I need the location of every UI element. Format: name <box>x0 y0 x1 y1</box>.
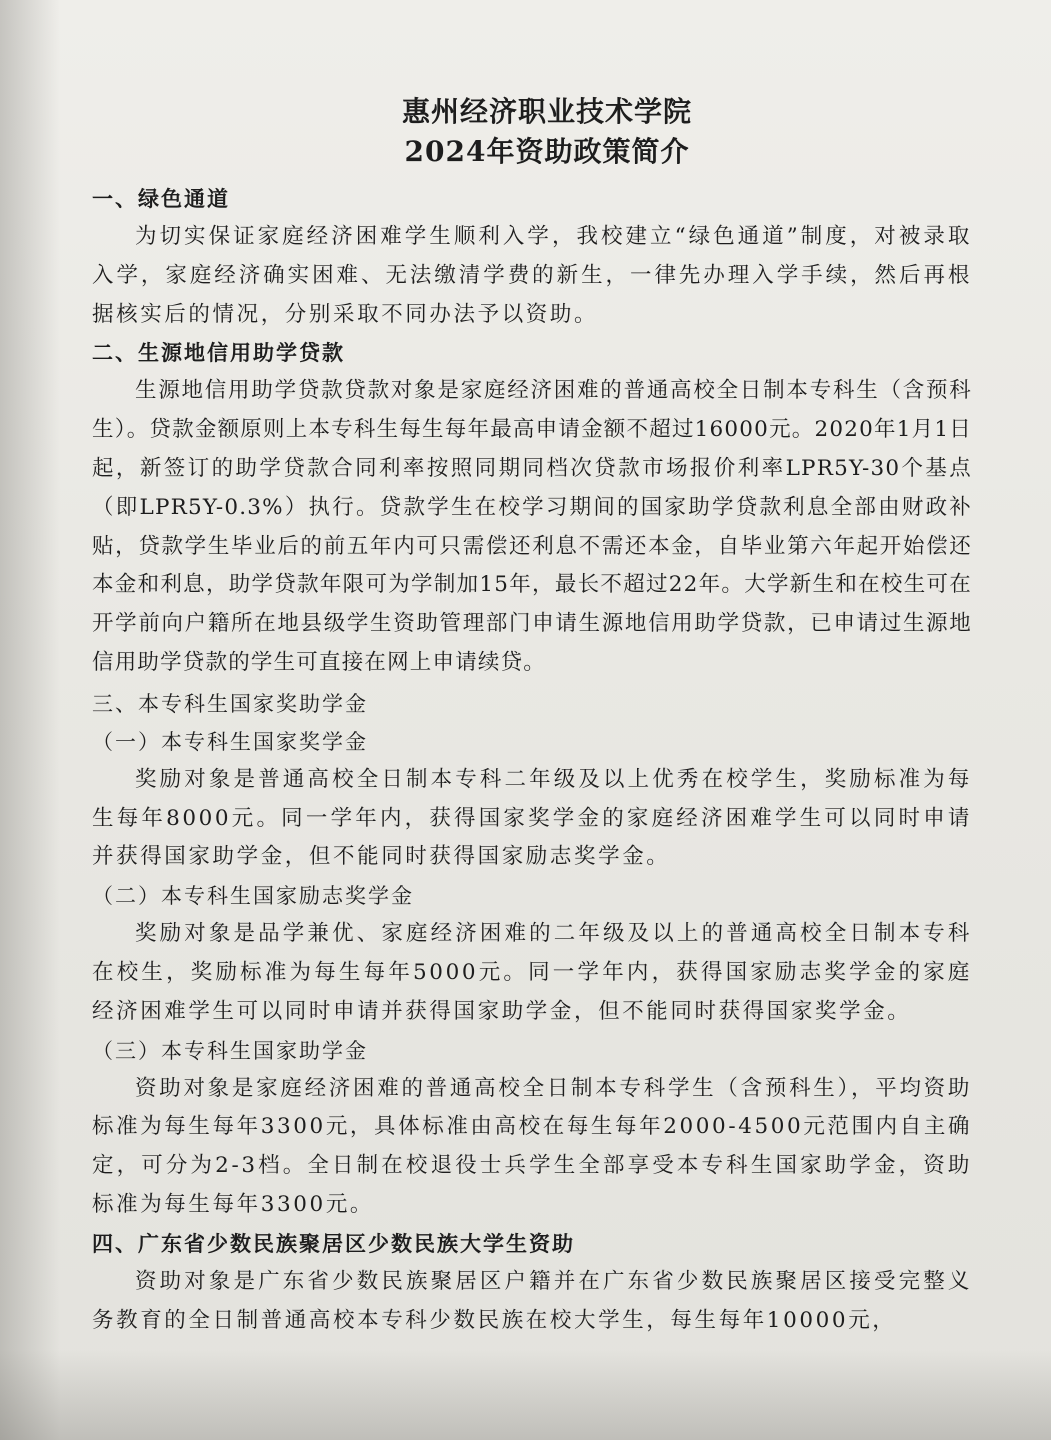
subsection-heading: （一）本专科生国家奖学金 <box>92 729 368 754</box>
page-shadow-left <box>0 0 60 1440</box>
page-shadow-bottom <box>0 1350 1051 1440</box>
document-title-line2: 2024年资助政策简介 <box>404 135 690 168</box>
section-minority-aid <box>92 1225 972 1341</box>
subsection-paragraph: 奖励对象是品学兼优、家庭经济困难的二年级及以上的普通高校全日制本专科在校生，奖励标准为每生每年5000元。同一学年内，获得国家励志奖学金的家庭经济困难学生可以同时申请并获得国家助学金，但不能同时获得国家奖学金。 <box>92 921 972 1024</box>
section-green-channel <box>92 180 972 334</box>
section-heading: 三、本专科生国家奖助学金 <box>92 691 368 716</box>
section-heading: 二、生源地信用助学贷款 <box>92 340 345 366</box>
title-block <box>92 92 972 172</box>
document-body <box>92 92 972 1340</box>
section-paragraph: 生源地信用助学贷款贷款对象是家庭经济困难的普通高校全日制本专科生（含预科生）。贷款金额原则上本专科生每生每年最高申请金额不超过16000元。2020年1月1日起，新签订的助学贷款合同利率按照同期同档次贷款市场报价利率LPR5Y-30个基点（即LPR5Y-0.3%）执行。贷款学生在校学习期间的国家助学贷款利息全部由财政补贴，贷款学生毕业后的前五年内可只需偿还利息不需还本金，自毕业第六年起开始偿还本金和利息，助学贷款年限可为学制加15年，最长不超过22年。大学新生和在校生可在开学前向户籍所在地县级学生资助管理部门申请生源地信用助学贷款，已申请过生源地信用助学贷款的学生可直接在网上申请续贷。 <box>92 378 972 675</box>
subsection-heading: （三）本专科生国家助学金 <box>92 1038 368 1063</box>
section-heading: 一、绿色通道 <box>92 186 230 211</box>
subsection-paragraph: 资助对象是家庭经济困难的普通高校全日制本专科学生（含预科生），平均资助标准为每生每年3300元，具体标准由高校在每生每年2000-4500元范围内自主确定，可分为2-3档。全日制在校退役士兵学生全部享受本专科生国家助学金，资助标准为每生每年3300元。 <box>92 1075 973 1217</box>
subsection-heading: （二）本专科生国家励志奖学金 <box>92 884 414 909</box>
section-student-loan <box>92 334 972 682</box>
section-heading: 四、广东省少数民族聚居区少数民族大学生资助 <box>92 1230 575 1256</box>
document-title-line1: 惠州经济职业技术学院 <box>401 95 692 128</box>
section-paragraph: 资助对象是广东省少数民族聚居区户籍并在广东省少数民族聚居区接受完整义务教育的全日制普通高校本专科少数民族在校大学生，每生每年10000元， <box>92 1268 972 1333</box>
subsection-paragraph: 奖励对象是普通高校全日制本专科二年级及以上优秀在校学生，奖励标准为每生每年8000元。同一学年内，获得国家奖学金的家庭经济困难学生可以同时申请并获得国家助学金，但不能同时获得国家励志奖学金。 <box>92 766 972 870</box>
section-paragraph: 为切实保证家庭经济困难学生顺利入学，我校建立“绿色通道”制度，对被录取入学，家庭经济确实困难、无法缴清学费的新生，一律先办理入学手续，然后再根据核实后的情况，分别采取不同办法予以资助。 <box>92 224 972 327</box>
section-national-scholarships <box>92 685 972 1225</box>
